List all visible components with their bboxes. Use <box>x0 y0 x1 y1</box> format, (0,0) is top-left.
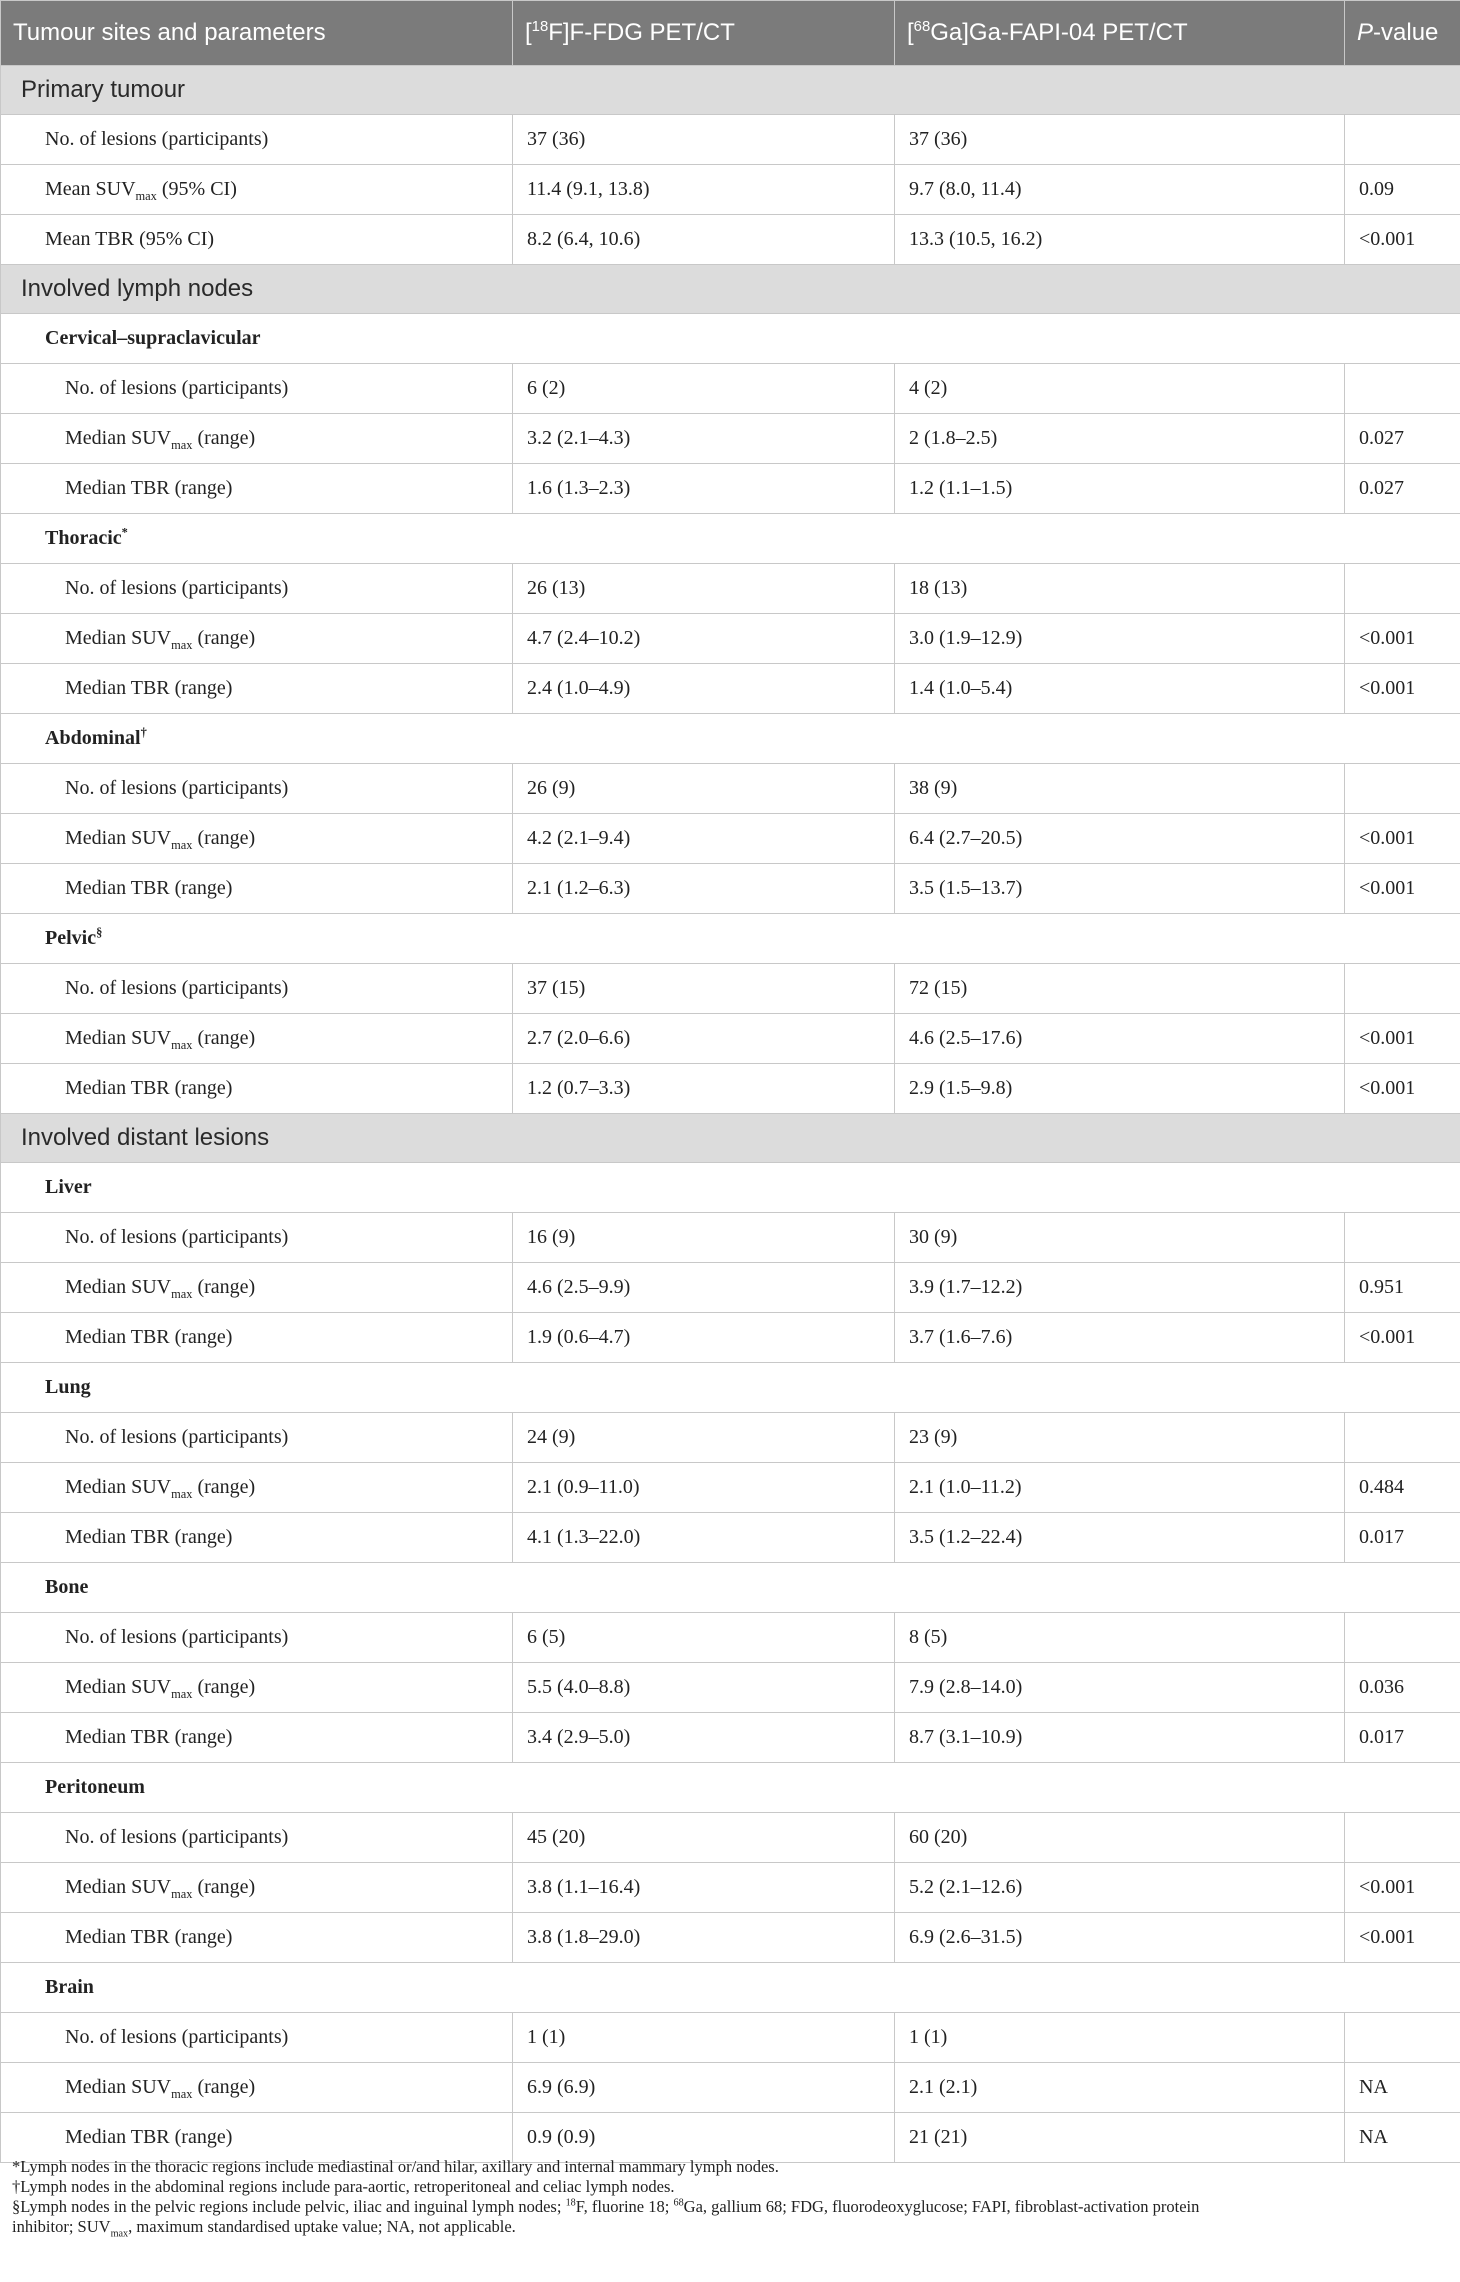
fdg-value-cell: 3.8 (1.8–29.0) <box>513 1913 895 1963</box>
fapi-value-cell: 6.4 (2.7–20.5) <box>895 814 1345 864</box>
fapi-value-cell: 3.5 (1.5–13.7) <box>895 864 1345 914</box>
fapi-value-cell: 7.9 (2.8–14.0) <box>895 1663 1345 1713</box>
footnote-pelvic <box>12 2197 1460 2217</box>
fdg-value-cell: 26 (13) <box>513 564 895 614</box>
table-row <box>1 464 1460 514</box>
fapi-value-cell: 3.5 (1.2–22.4) <box>895 1513 1345 1563</box>
table-row <box>1 864 1460 914</box>
parameter-label: No. of lesions (participants) <box>65 377 289 399</box>
table-row <box>1 1663 1460 1713</box>
footnote-4a: inhibitor; SUV <box>12 2217 111 2236</box>
fapi-value-cell: 2.9 (1.5–9.8) <box>895 1064 1345 1114</box>
table-row <box>1 1413 1460 1463</box>
p-value-cell: 0.484 <box>1345 1463 1460 1513</box>
table-row <box>1 364 1460 414</box>
parameter-label: Median TBR (range) <box>65 1926 233 1948</box>
subsection-heading-text: Thoracic <box>45 527 122 549</box>
table-row <box>1 1263 1460 1313</box>
fapi-value-cell: 1.4 (1.0–5.4) <box>895 664 1345 714</box>
fapi-value-cell: 60 (20) <box>895 1813 1345 1863</box>
subsection-heading-text: Pelvic <box>45 927 97 949</box>
subsection-heading <box>1 714 1460 764</box>
p-value-cell: 0.027 <box>1345 414 1460 464</box>
fdg-value-cell: 2.7 (2.0–6.6) <box>513 1014 895 1064</box>
table-row <box>1 1213 1460 1263</box>
parameter-cell <box>1 864 513 914</box>
header-col4-post: -value <box>1373 19 1439 46</box>
header-col3-pre: [ <box>907 19 914 46</box>
subsection-heading <box>1 1363 1460 1413</box>
fdg-value-cell: 1.2 (0.7–3.3) <box>513 1064 895 1114</box>
parameter-cell <box>1 2113 513 2163</box>
parameter-cell <box>1 165 513 215</box>
parameter-cell <box>1 1014 513 1064</box>
parameter-cell <box>1 2013 513 2063</box>
section-row <box>1 66 1460 115</box>
p-value-cell: <0.001 <box>1345 215 1460 265</box>
p-value-cell <box>1345 564 1460 614</box>
parameter-cell <box>1 564 513 614</box>
fdg-value-cell: 6 (5) <box>513 1613 895 1663</box>
fdg-value-cell: 5.5 (4.0–8.8) <box>513 1663 895 1713</box>
parameter-cell <box>1 2063 513 2113</box>
subsection-row <box>1 1563 1460 1613</box>
parameter-label: Median TBR (range) <box>65 677 233 699</box>
subsection-row <box>1 514 1460 564</box>
p-value-cell: 0.09 <box>1345 165 1460 215</box>
parameter-cell <box>1 414 513 464</box>
subsection-row <box>1 1363 1460 1413</box>
footnote-3-sup2: 68 <box>673 2197 684 2209</box>
table-row <box>1 1713 1460 1763</box>
table-row <box>1 564 1460 614</box>
header-fapi <box>895 1 1345 66</box>
parameter-label-suffix: (range) <box>192 2076 256 2098</box>
parameter-cell <box>1 215 513 265</box>
parameter-label-suffix: (95% CI) <box>156 178 237 200</box>
parameter-subscript: max <box>135 189 157 203</box>
parameter-subscript: max <box>171 1287 193 1301</box>
footnote-4-sub: max <box>110 2228 129 2240</box>
parameter-label-suffix: (range) <box>192 427 256 449</box>
table-footnotes <box>0 2157 1460 2240</box>
p-value-cell <box>1345 1213 1460 1263</box>
p-value-cell <box>1345 764 1460 814</box>
fdg-value-cell: 26 (9) <box>513 764 895 814</box>
fapi-value-cell: 3.9 (1.7–12.2) <box>895 1263 1345 1313</box>
fapi-value-cell: 2.1 (1.0–11.2) <box>895 1463 1345 1513</box>
table-row <box>1 2013 1460 2063</box>
parameter-label-suffix: (range) <box>192 1876 256 1898</box>
fdg-value-cell: 2.1 (0.9–11.0) <box>513 1463 895 1513</box>
footnote-abdominal <box>12 2177 1460 2197</box>
fapi-value-cell: 8 (5) <box>895 1613 1345 1663</box>
footnote-abbreviations <box>12 2217 1460 2240</box>
table-row <box>1 964 1460 1014</box>
fapi-value-cell: 1.2 (1.1–1.5) <box>895 464 1345 514</box>
header-col1-text: Tumour sites and parameters <box>13 19 326 46</box>
p-value-cell: <0.001 <box>1345 614 1460 664</box>
fdg-value-cell: 1.6 (1.3–2.3) <box>513 464 895 514</box>
parameter-label: Mean SUV <box>45 178 136 200</box>
parameter-label: Median TBR (range) <box>65 1726 233 1748</box>
parameter-label: Median TBR (range) <box>65 1077 233 1099</box>
section-row <box>1 1114 1460 1163</box>
parameter-label-suffix: (range) <box>192 827 256 849</box>
subsection-heading-text: Abdominal <box>45 727 141 749</box>
parameter-cell <box>1 664 513 714</box>
footnote-1-text: *Lymph nodes in the thoracic regions include mediastinal or/and hilar, axillary and internal mammary lymph nodes. <box>12 2157 779 2176</box>
fdg-value-cell: 1 (1) <box>513 2013 895 2063</box>
p-value-cell: <0.001 <box>1345 1863 1460 1913</box>
subsection-heading-text: Brain <box>45 1976 94 1998</box>
p-value-cell <box>1345 1813 1460 1863</box>
parameter-cell <box>1 1413 513 1463</box>
parameter-label: No. of lesions (participants) <box>65 2026 289 2048</box>
fapi-value-cell: 18 (13) <box>895 564 1345 614</box>
fapi-value-cell: 4.6 (2.5–17.6) <box>895 1014 1345 1064</box>
fapi-value-cell: 21 (21) <box>895 2113 1345 2163</box>
header-col3-sup: 68 <box>913 19 931 35</box>
parameter-label: Median SUV <box>65 2076 172 2098</box>
header-col3-post: Ga]Ga-FAPI-04 PET/CT <box>930 19 1188 46</box>
subsection-heading <box>1 1963 1460 2013</box>
fdg-value-cell: 37 (15) <box>513 964 895 1014</box>
section-heading <box>1 265 1460 314</box>
fapi-value-cell: 6.9 (2.6–31.5) <box>895 1913 1345 1963</box>
fapi-value-cell: 13.3 (10.5, 16.2) <box>895 215 1345 265</box>
fdg-value-cell: 2.1 (1.2–6.3) <box>513 864 895 914</box>
parameter-cell <box>1 964 513 1014</box>
parameter-label: No. of lesions (participants) <box>65 1826 289 1848</box>
parameter-cell <box>1 1213 513 1263</box>
fdg-value-cell: 45 (20) <box>513 1813 895 1863</box>
subsection-row <box>1 1163 1460 1213</box>
subsection-heading-text: Lung <box>45 1376 91 1398</box>
parameter-cell <box>1 814 513 864</box>
table-row <box>1 1813 1460 1863</box>
parameter-label: Median SUV <box>65 827 172 849</box>
fdg-value-cell: 3.2 (2.1–4.3) <box>513 414 895 464</box>
parameter-cell <box>1 764 513 814</box>
parameter-cell <box>1 1463 513 1513</box>
fapi-value-cell: 4 (2) <box>895 364 1345 414</box>
parameter-subscript: max <box>171 1038 193 1052</box>
fdg-value-cell: 4.2 (2.1–9.4) <box>513 814 895 864</box>
footnote-4b: , maximum standardised uptake value; NA, not applicable. <box>128 2217 516 2236</box>
parameter-label: No. of lesions (participants) <box>65 577 289 599</box>
table-row <box>1 1513 1460 1563</box>
fdg-value-cell: 16 (9) <box>513 1213 895 1263</box>
p-value-cell: <0.001 <box>1345 1064 1460 1114</box>
table-row <box>1 1913 1460 1963</box>
parameter-label: Median SUV <box>65 427 172 449</box>
fapi-value-cell: 37 (36) <box>895 115 1345 165</box>
parameter-subscript: max <box>171 1487 193 1501</box>
parameter-label-suffix: (range) <box>192 1676 256 1698</box>
fapi-value-cell: 3.0 (1.9–12.9) <box>895 614 1345 664</box>
section-heading-text: Involved distant lesions <box>21 1124 270 1151</box>
parameter-cell <box>1 1263 513 1313</box>
header-col2-sup: 18 <box>531 19 549 35</box>
p-value-cell: <0.001 <box>1345 864 1460 914</box>
table-row <box>1 614 1460 664</box>
parameter-label: No. of lesions (participants) <box>65 1226 289 1248</box>
subsection-row <box>1 1963 1460 2013</box>
subsection-heading <box>1 914 1460 964</box>
parameter-cell <box>1 1663 513 1713</box>
parameter-cell <box>1 1713 513 1763</box>
parameter-label: Median TBR (range) <box>65 477 233 499</box>
parameter-label: No. of lesions (participants) <box>45 128 269 150</box>
header-fdg <box>513 1 895 66</box>
p-value-cell <box>1345 1413 1460 1463</box>
parameter-label: Mean TBR (95% CI) <box>45 228 215 250</box>
parameter-cell <box>1 1313 513 1363</box>
parameter-label: Median SUV <box>65 1276 172 1298</box>
table-row <box>1 115 1460 165</box>
parameter-label-suffix: (range) <box>192 1276 256 1298</box>
header-p-value <box>1345 1 1460 66</box>
parameter-label-suffix: (range) <box>192 1476 256 1498</box>
p-value-cell: 0.027 <box>1345 464 1460 514</box>
parameter-label: Median SUV <box>65 627 172 649</box>
subsection-heading-text: Cervical–supraclavicular <box>45 327 261 349</box>
p-value-cell: 0.951 <box>1345 1263 1460 1313</box>
table-row <box>1 215 1460 265</box>
p-value-cell <box>1345 1613 1460 1663</box>
parameter-cell <box>1 464 513 514</box>
section-heading-text: Involved lymph nodes <box>21 275 254 302</box>
parameter-label: Median SUV <box>65 1676 172 1698</box>
parameter-label: Median SUV <box>65 1876 172 1898</box>
parameter-subscript: max <box>171 1687 193 1701</box>
subsection-heading <box>1 1163 1460 1213</box>
footnote-marker: † <box>140 725 147 740</box>
fdg-value-cell: 0.9 (0.9) <box>513 2113 895 2163</box>
subsection-row <box>1 1763 1460 1813</box>
table-row <box>1 165 1460 215</box>
p-value-cell: <0.001 <box>1345 1014 1460 1064</box>
fdg-value-cell: 4.1 (1.3–22.0) <box>513 1513 895 1563</box>
fdg-value-cell: 3.4 (2.9–5.0) <box>513 1713 895 1763</box>
subsection-heading-text: Bone <box>45 1576 89 1598</box>
parameter-label: No. of lesions (participants) <box>65 977 289 999</box>
footnote-3b: F, fluorine 18; <box>575 2197 674 2216</box>
table-row <box>1 2113 1460 2163</box>
table-row <box>1 1014 1460 1064</box>
subsection-row <box>1 914 1460 964</box>
table-row <box>1 764 1460 814</box>
section-heading-text: Primary tumour <box>21 76 186 103</box>
footnote-thoracic <box>12 2157 1460 2177</box>
parameter-label: Median SUV <box>65 1027 172 1049</box>
fdg-value-cell: 4.6 (2.5–9.9) <box>513 1263 895 1313</box>
fdg-value-cell: 2.4 (1.0–4.9) <box>513 664 895 714</box>
fdg-value-cell: 3.8 (1.1–16.4) <box>513 1863 895 1913</box>
footnote-2-text: †Lymph nodes in the abdominal regions include para-aortic, retroperitoneal and celiac lymph nodes. <box>12 2177 675 2196</box>
fdg-value-cell: 8.2 (6.4, 10.6) <box>513 215 895 265</box>
table-row <box>1 1863 1460 1913</box>
parameter-subscript: max <box>171 838 193 852</box>
parameter-label: Median TBR (range) <box>65 1326 233 1348</box>
p-value-cell <box>1345 115 1460 165</box>
section-heading <box>1 66 1460 115</box>
header-col2-post: F]F-FDG PET/CT <box>548 19 735 46</box>
table-row <box>1 1463 1460 1513</box>
parameter-label: No. of lesions (participants) <box>65 777 289 799</box>
parameter-cell <box>1 364 513 414</box>
p-value-cell: <0.001 <box>1345 814 1460 864</box>
parameter-cell <box>1 1913 513 1963</box>
footnote-3-sup1: 18 <box>565 2197 576 2209</box>
parameter-cell <box>1 1064 513 1114</box>
subsection-heading <box>1 1563 1460 1613</box>
table-row <box>1 1064 1460 1114</box>
parameter-subscript: max <box>171 638 193 652</box>
fapi-value-cell: 30 (9) <box>895 1213 1345 1263</box>
parameter-label: Median TBR (range) <box>65 1526 233 1548</box>
fapi-value-cell: 2.1 (2.1) <box>895 2063 1345 2113</box>
footnote-marker: * <box>121 525 128 540</box>
parameter-label: No. of lesions (participants) <box>65 1426 289 1448</box>
subsection-heading <box>1 1763 1460 1813</box>
parameter-label: Median TBR (range) <box>65 877 233 899</box>
table-body <box>1 66 1460 2163</box>
p-value-cell: 0.017 <box>1345 1513 1460 1563</box>
parameter-subscript: max <box>171 1887 193 1901</box>
parameter-label-suffix: (range) <box>192 627 256 649</box>
p-value-cell: <0.001 <box>1345 1913 1460 1963</box>
subsection-row <box>1 714 1460 764</box>
fdg-value-cell: 6 (2) <box>513 364 895 414</box>
parameter-cell <box>1 115 513 165</box>
table-row <box>1 664 1460 714</box>
table-row <box>1 1613 1460 1663</box>
parameter-label: Median TBR (range) <box>65 2126 233 2148</box>
footnote-3a: §Lymph nodes in the pelvic regions include pelvic, iliac and inguinal lymph nodes; <box>12 2197 566 2216</box>
p-value-cell: 0.017 <box>1345 1713 1460 1763</box>
table-header <box>1 1 1460 66</box>
fdg-value-cell: 4.7 (2.4–10.2) <box>513 614 895 664</box>
parameter-label: Median SUV <box>65 1476 172 1498</box>
p-value-cell <box>1345 964 1460 1014</box>
fapi-value-cell: 38 (9) <box>895 764 1345 814</box>
fapi-value-cell: 3.7 (1.6–7.6) <box>895 1313 1345 1363</box>
parameter-cell <box>1 1513 513 1563</box>
parameter-subscript: max <box>171 2087 193 2101</box>
fapi-value-cell: 8.7 (3.1–10.9) <box>895 1713 1345 1763</box>
fapi-value-cell: 5.2 (2.1–12.6) <box>895 1863 1345 1913</box>
fdg-value-cell: 37 (36) <box>513 115 895 165</box>
fapi-value-cell: 9.7 (8.0, 11.4) <box>895 165 1345 215</box>
parameter-cell <box>1 1863 513 1913</box>
parameter-label-suffix: (range) <box>192 1027 256 1049</box>
subsection-heading <box>1 314 1460 364</box>
subsection-heading-text: Peritoneum <box>45 1776 145 1798</box>
header-col2-pre: [ <box>525 19 532 46</box>
table-row <box>1 2063 1460 2113</box>
parameter-cell <box>1 1813 513 1863</box>
subsection-heading-text: Liver <box>45 1176 92 1198</box>
footnote-marker: § <box>96 925 103 940</box>
parameter-cell <box>1 614 513 664</box>
fdg-value-cell: 11.4 (9.1, 13.8) <box>513 165 895 215</box>
header-row <box>1 1 1460 66</box>
parameter-subscript: max <box>171 438 193 452</box>
fdg-value-cell: 6.9 (6.9) <box>513 2063 895 2113</box>
header-col4-italic: P <box>1357 19 1374 46</box>
fapi-value-cell: 23 (9) <box>895 1413 1345 1463</box>
p-value-cell: <0.001 <box>1345 1313 1460 1363</box>
parameter-label: No. of lesions (participants) <box>65 1626 289 1648</box>
p-value-cell: <0.001 <box>1345 664 1460 714</box>
footnote-3c: Ga, gallium 68; FDG, fluorodeoxyglucose; FAPI, fibroblast-activation protein <box>683 2197 1200 2216</box>
table-row <box>1 414 1460 464</box>
header-sites-parameters <box>1 1 513 66</box>
table-row <box>1 814 1460 864</box>
table-row <box>1 1313 1460 1363</box>
section-row <box>1 265 1460 314</box>
fdg-value-cell: 1.9 (0.6–4.7) <box>513 1313 895 1363</box>
subsection-row <box>1 314 1460 364</box>
parameter-cell <box>1 1613 513 1663</box>
fapi-value-cell: 72 (15) <box>895 964 1345 1014</box>
p-value-cell: NA <box>1345 2063 1460 2113</box>
fapi-value-cell: 1 (1) <box>895 2013 1345 2063</box>
fapi-value-cell: 2 (1.8–2.5) <box>895 414 1345 464</box>
p-value-cell <box>1345 2013 1460 2063</box>
section-heading <box>1 1114 1460 1163</box>
p-value-cell: 0.036 <box>1345 1663 1460 1713</box>
p-value-cell <box>1345 364 1460 414</box>
p-value-cell: NA <box>1345 2113 1460 2163</box>
subsection-heading <box>1 514 1460 564</box>
fdg-value-cell: 24 (9) <box>513 1413 895 1463</box>
